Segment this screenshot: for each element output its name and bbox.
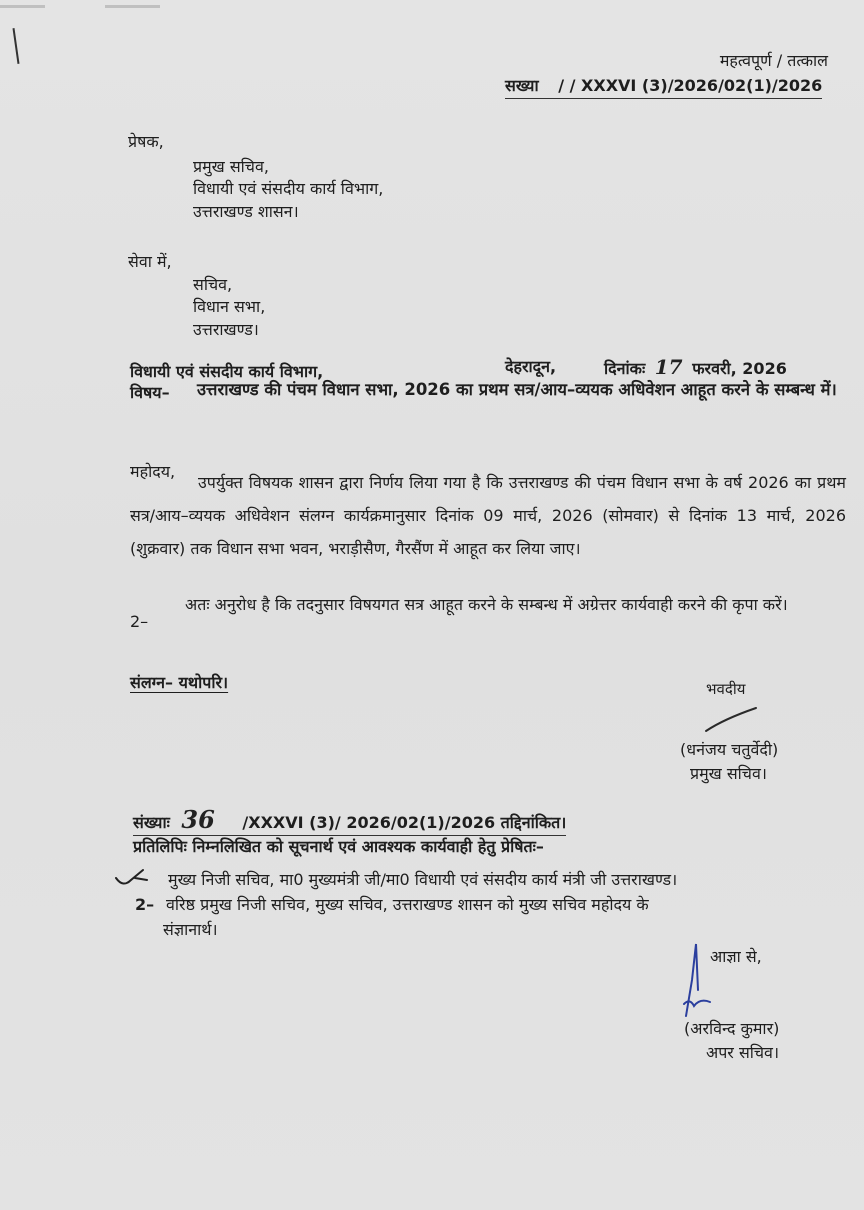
- copy-item-1: मुख्य निजी सचिव, मा0 मुख्यमंत्री जी/मा0 विधायी एवं संसदीय कार्य मंत्री जी उत्तराखण्ड।: [168, 870, 678, 889]
- place-label: देहरादून,: [505, 357, 557, 376]
- copy-item-2-continuation: संज्ञानार्थ।: [163, 920, 218, 939]
- body-paragraph-1: उपर्युक्त विषयक शासन द्वारा निर्णय लिया गया है कि उत्तराखण्ड की पंचम विधान सभा के वर्ष 2026 का प्रथम सत्र/आय–व्ययक अधिवेशन संलग्न कार्यक्रमानुसार दिनांक 09 मार्च, 2026 (सोमवार) से दिनांक 13 मार्च, 2026 (शुक्रवार) तक विधान सभा भवन, भराड़ीसैण, गैरसैंण में आहूत कर लिया जाए।: [130, 473, 846, 558]
- paragraph-2-number: 2–: [130, 612, 149, 631]
- enclosure-line: संलग्न– यथोपरि।: [130, 673, 229, 692]
- signature-mark-1: [702, 705, 762, 735]
- copy-reference-line: [133, 805, 566, 836]
- handwritten-tick-mark: [113, 866, 153, 890]
- signatory-designation-2: अपर सचिव।: [706, 1043, 780, 1062]
- date-month-year: फरवरी, 2026: [692, 359, 787, 378]
- signatory-name-1: (धनंजय चतुर्वेदी): [680, 740, 779, 759]
- body-paragraph-2: अतः अनुरोध है कि तदनुसार विषयगत सत्र आहूत करने के सम्बन्ध में अग्रेत्तर कार्यवाही करने की कृपा करें।: [185, 595, 788, 614]
- recipient-line: उत्तराखण्ड।: [193, 320, 259, 339]
- scan-artifact: [0, 5, 45, 8]
- priority-label: महत्वपूर्ण / तत्काल: [719, 51, 828, 70]
- signatory-name-2: (अरविन्द कुमार): [684, 1019, 780, 1038]
- date-label: दिनांकः: [604, 359, 646, 378]
- sender-label: प्रेषक,: [128, 132, 164, 151]
- reference-number: / / XXXVI (3)/2026/02(1)/2026: [558, 76, 823, 95]
- recipient-line: विधान सभा,: [193, 297, 266, 316]
- copy-item-2: वरिष्ठ प्रमुख निजी सचिव, मुख्य सचिव, उत्तराखण्ड शासन को मुख्य सचिव महोदय के: [166, 895, 649, 914]
- handwritten-reference-number: 36: [181, 805, 215, 834]
- copy-reference-label: संख्याः: [133, 813, 170, 832]
- sender-line: प्रमुख सचिव,: [193, 157, 269, 176]
- recipient-label: सेवा में,: [128, 252, 172, 271]
- signatory-designation-1: प्रमुख सचिव।: [690, 764, 767, 783]
- closing-bhavdiya: भवदीय: [706, 680, 746, 698]
- handwritten-date-day: 17: [654, 355, 683, 379]
- recipient-line: सचिव,: [193, 275, 233, 294]
- copy-reference-number: /XXXVI (3)/ 2026/02(1)/2026 तद्दिनांकित।: [242, 813, 567, 832]
- sender-line: विधायी एवं संसदीय कार्य विभाग,: [193, 179, 384, 198]
- copy-item-2-number: 2–: [135, 895, 155, 914]
- department-line: विधायी एवं संसदीय कार्य विभाग,: [130, 362, 324, 381]
- sender-line: उत्तराखण्ड शासन।: [193, 202, 299, 221]
- subject-text: उत्तराखण्ड की पंचम विधान सभा, 2026 का प्रथम सत्र/आय–व्ययक अधिवेशन आहूत करने के सम्बन्ध में।: [197, 380, 837, 399]
- closing-aagya-se: आज्ञा से,: [710, 947, 762, 966]
- reference-line: [505, 74, 822, 99]
- copy-heading: प्रतिलिपिः निम्नलिखित को सूचनार्थ एवं आवश्यक कार्यवाही हेतु प्रेषितः–: [133, 837, 544, 856]
- scan-artifact: [105, 5, 160, 8]
- margin-pen-mark: [13, 28, 20, 64]
- subject-label: विषय–: [130, 383, 170, 402]
- reference-label: सख्या: [505, 76, 539, 95]
- salutation: महोदय,: [130, 462, 176, 481]
